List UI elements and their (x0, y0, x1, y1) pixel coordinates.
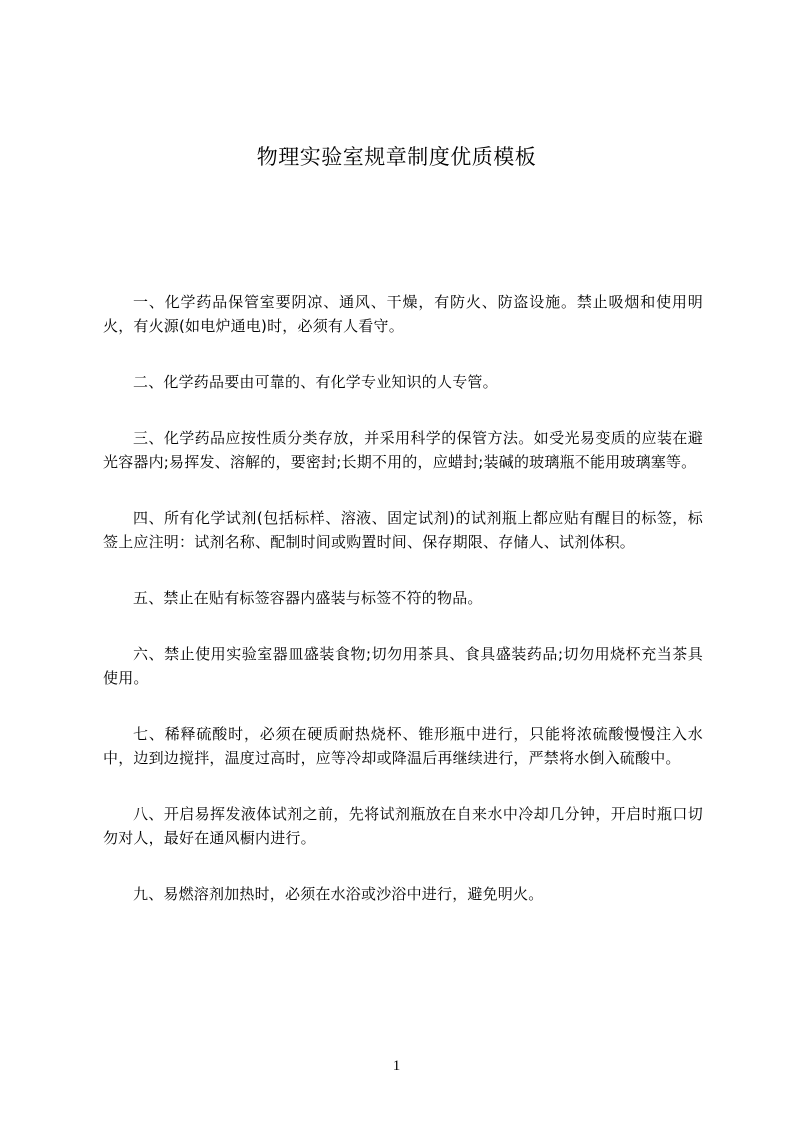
rule-paragraph-3: 三、化学药品应按性质分类存放，并采用科学的保管方法。如受光易变质的应装在避光容器内;易挥发、溶解的，要密封;长期不用的，应蜡封;装碱的玻璃瓶不能用玻璃塞等。 (103, 429, 703, 471)
rule-paragraph-8: 八、开启易挥发液体试剂之前，先将试剂瓶放在自来水中冷却几分钟，开启时瓶口切勿对人，最好在通风橱内进行。 (103, 805, 703, 847)
rule-paragraph-6: 六、禁止使用实验室器皿盛装食物;切勿用茶具、食具盛装药品;切勿用烧杯充当茶具使用。 (103, 645, 703, 687)
document-body (103, 290, 703, 938)
rule-paragraph-9: 九、易燃溶剂加热时，必须在水浴或沙浴中进行，避免明火。 (133, 885, 544, 903)
rule-paragraph-7: 七、稀释硫酸时，必须在硬质耐热烧杯、锥形瓶中进行，只能将浓硫酸慢慢注入水中，边到边搅拌，温度过高时，应等冷却或降温后再继续进行，严禁将水倒入硫酸中。 (103, 725, 703, 767)
rule-paragraph-5: 五、禁止在贴有标签容器内盛装与标签不符的物品。 (133, 589, 483, 607)
page-number: 1 (392, 1058, 401, 1074)
rule-paragraph-4: 四、所有化学试剂(包括标样、溶液、固定试剂)的试剂瓶上都应贴有醒目的标签，标签上应注明：试剂名称、配制时间或购置时间、保存期限、存储人、试剂体积。 (103, 509, 703, 551)
rule-paragraph-1: 一、化学药品保管室要阴凉、通风、干燥，有防火、防盗设施。禁止吸烟和使用明火，有火源(如电炉通电)时，必须有人看守。 (103, 293, 703, 335)
page-title: 物理实验室规章制度优质模板 (256, 145, 537, 169)
rule-paragraph-2: 二、化学药品要由可靠的、有化学专业知识的人专管。 (133, 373, 498, 391)
